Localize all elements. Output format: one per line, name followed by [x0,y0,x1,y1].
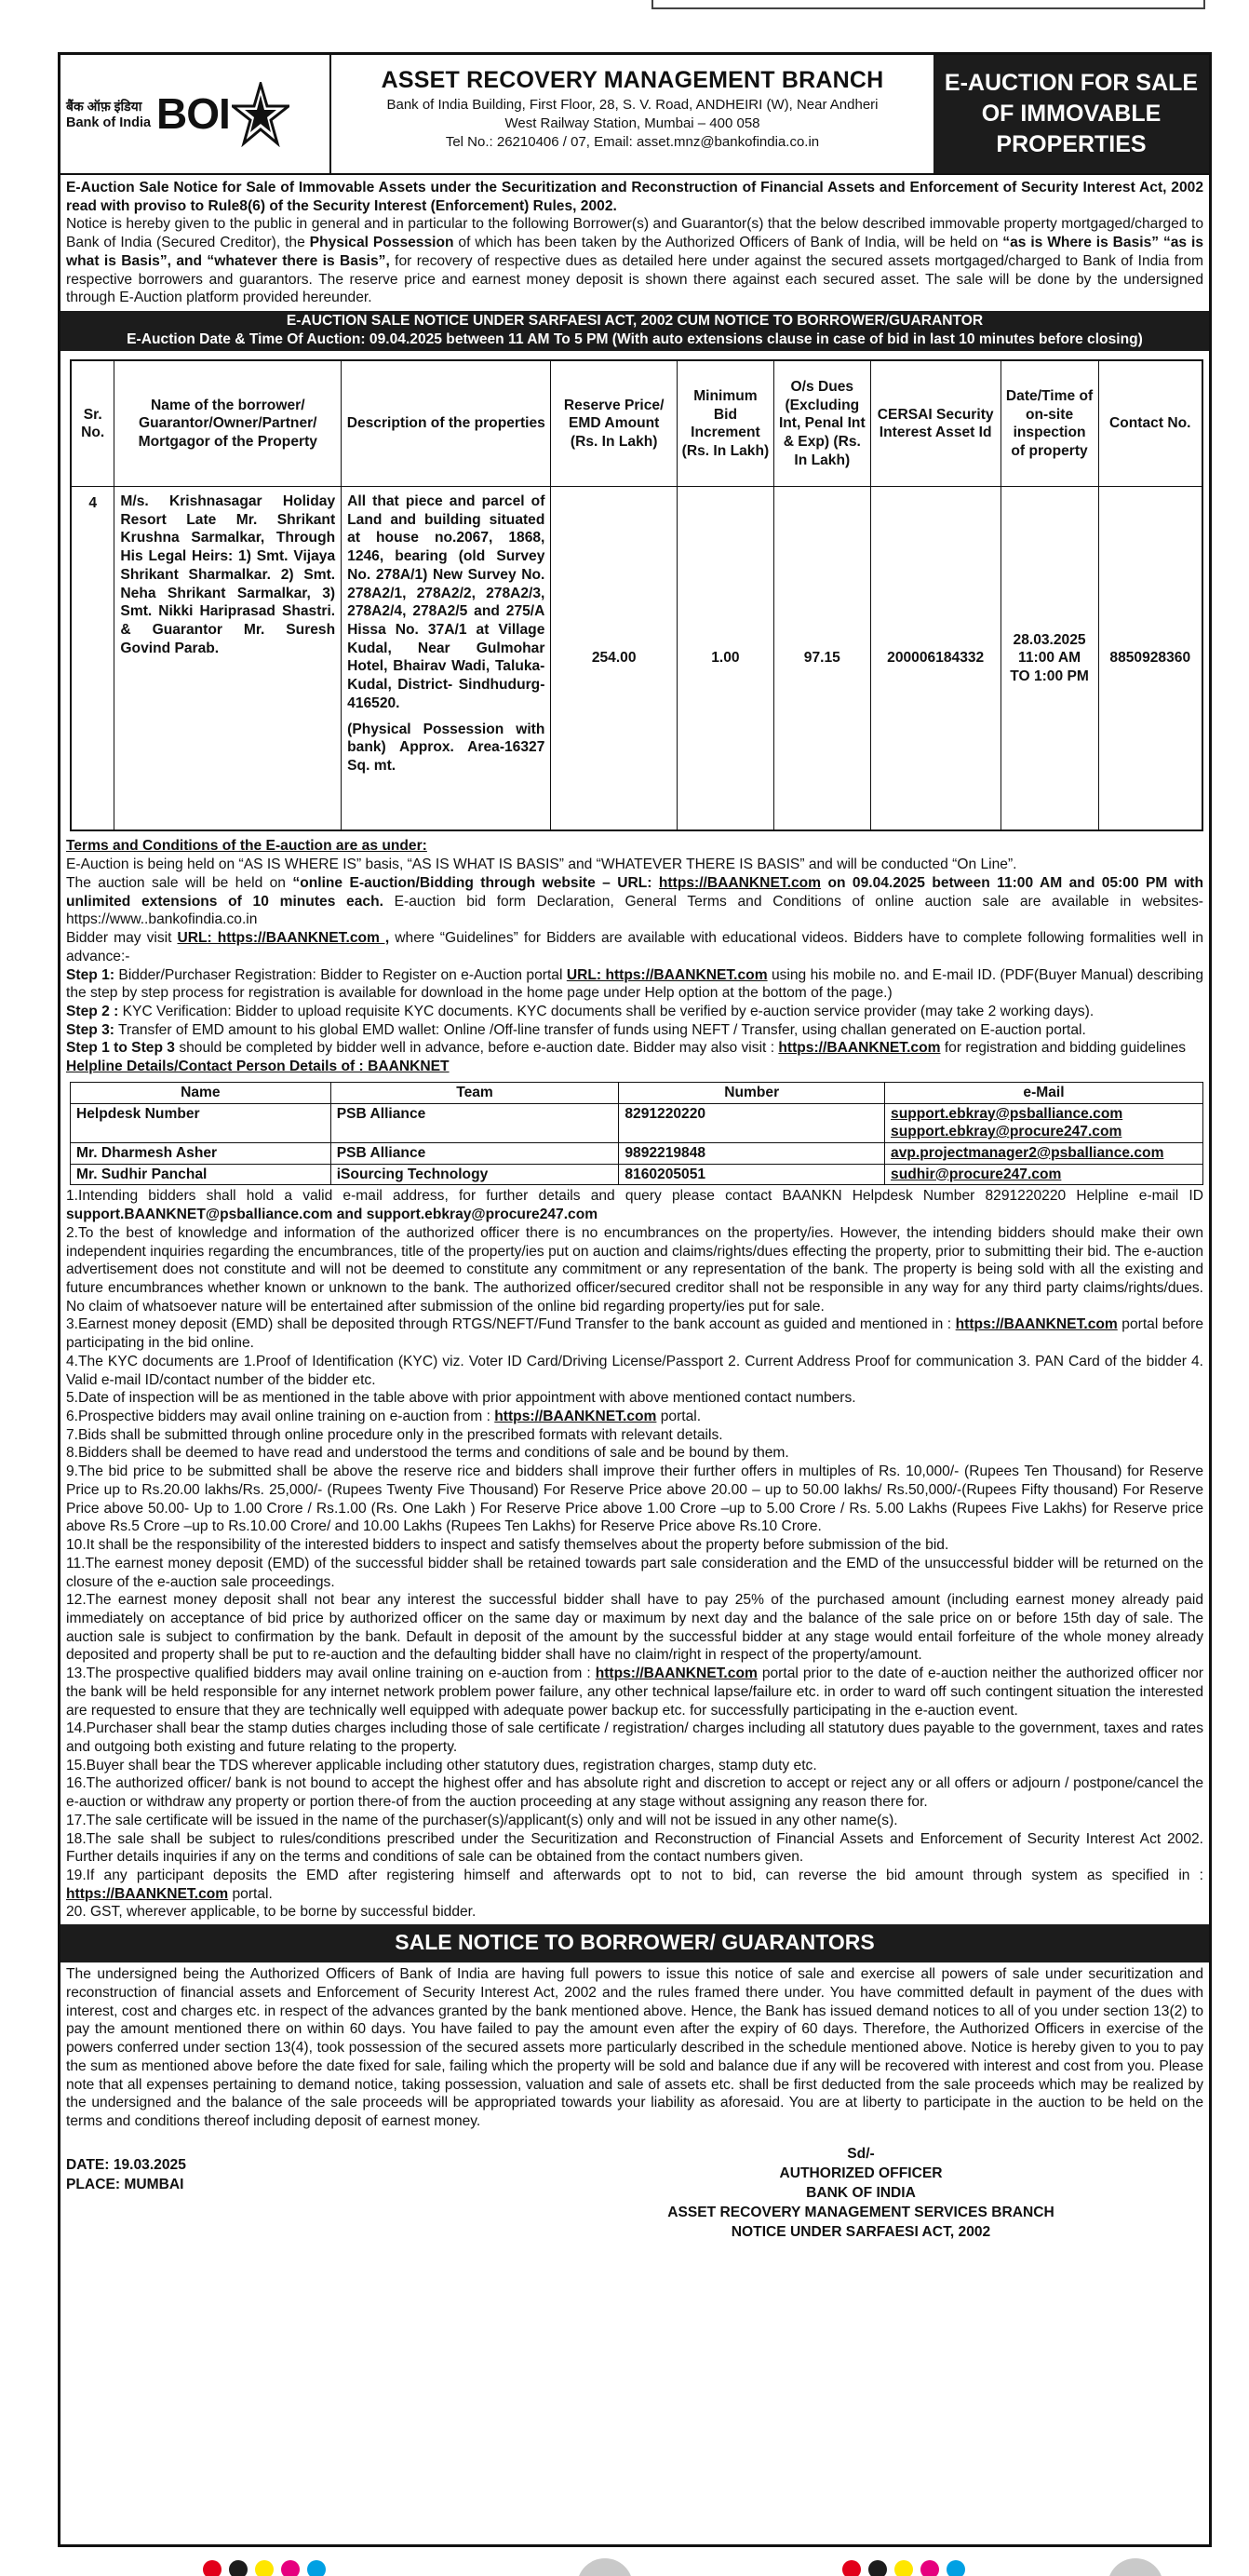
logo-hindi: बैंक ऑफ़ इंडिया [66,98,142,114]
baanknet-link[interactable]: https://BAANKNET.com [66,1885,229,1902]
email-link[interactable]: support.ebkray@procure247.com [891,1124,1122,1140]
condition-6: 6.Prospective bidders may avail online training on e-auction from : https://BAANKNET.com portal. [66,1409,702,1425]
header-reserve: Reserve Price/ EMD Amount (Rs. In Lakh) [551,360,678,486]
signature-line2: BANK OF INDIA [806,2184,916,2201]
cell-increment: 1.00 [677,486,773,830]
condition-15: 15.Buyer shall bear the TDS wherever applicable including other statutory dues, registration charges, stamp duty etc. [66,1757,817,1774]
condition-14: 14.Purchaser shall bear the stamp duties charges including those of sale certificate / registration/ charges including all statutory dues payable to the government, taxes and rates and outgoing both existing and future relating to the property. [66,1720,1203,1755]
helpline-name: Helpdesk Number [71,1103,331,1142]
term-1: E-Auction is being held on “AS IS WHERE IS” basis, “AS IS WHAT IS BASIS” and “WHATEVER THERE IS BASIS” and will be conducted “On Line”. [66,856,1017,873]
helpline-name: Mr. Dharmesh Asher [71,1142,331,1164]
print-mark-magenta [920,2560,939,2576]
address-line2: West Railway Station, Mumbai – 400 058 [504,115,760,131]
helpline-number: 8291220220 [619,1103,885,1142]
bank-logo [60,55,331,173]
helpline-number: 8160205051 [619,1164,885,1185]
condition-8: 8.Bidders shall be deemed to have read and understood the terms and conditions of sale and be bound by them. [66,1445,789,1462]
baanknet-link[interactable]: URL: https://BAANKNET.com [566,966,768,983]
cell-dues: 97.15 [773,486,870,830]
step-3: Step 3: Transfer of EMD amount to his global EMD wallet: Online /Off-line transfer of funds using NEFT / Transfer, using challan generated on E-auction portal. [66,1021,1086,1038]
baanknet-link[interactable]: https://BAANKNET.com [595,1666,758,1682]
sale-notice-title: SALE NOTICE TO BORROWER/ GUARANTORS [60,1924,1209,1962]
table-row [71,1164,1203,1185]
header-dues: O/s Dues (Excluding Int, Penal Int & Exp) (Rs. In Lakh) [773,360,870,486]
print-color-marks-left [203,2560,326,2576]
helpline-email [885,1103,1203,1142]
notice-bar [60,311,1209,351]
step-1: Step 1: Bidder/Purchaser Registration: Bidder to Register on e-Auction portal URL: https://BAANKNET.com using his mobile no. and E-mail ID. (PDF(Buyer Manual) describing the step by step process for registration is available for download in the home page under Help option at the bottom of the page.) [66,966,1204,1002]
notice-frame [58,52,1212,2547]
contact-line: Tel No.: 26210406 / 07, Email: asset.mnz@bankofindia.co.in [445,133,820,150]
print-mark-yellow [894,2560,913,2576]
email-link[interactable]: support.ebkray@psballiance.com [891,1105,1123,1122]
signature-line1: AUTHORIZED OFFICER [779,2165,943,2181]
print-mark-red [842,2560,861,2576]
baanknet-link[interactable]: https://BAANKNET.com [658,874,822,891]
terms-section [60,837,1209,1075]
condition-3: 3.Earnest money deposit (EMD) shall be deposited through RTGS/NEFT/Fund Transfer to the bank account as guided and mentioned in : https://BAANKNET.com portal before participating in the bid online. [66,1316,1203,1352]
baanknet-link[interactable]: https://BAANKNET.com [955,1316,1118,1333]
intro-section [60,175,1209,311]
header-sr: Sr. No. [71,360,114,486]
email-link[interactable]: sudhir@procure247.com [885,1164,1203,1185]
helpline-header-email: e-Mail [885,1082,1203,1103]
branch-title: ASSET RECOVERY MANAGEMENT BRANCH [381,67,884,93]
condition-4: 4.The KYC documents are 1.Proof of Identification (KYC) viz. Voter ID Card/Driving License/Passport 2. Current Address Proof for communication 3. PAN Card of the bidder 4. Valid e-mail ID/contact number of the bidder etc. [66,1353,1203,1388]
condition-16: 16.The authorized officer/ bank is not bound to accept the highest offer and has absolute right and discretion to accept or reject any or all offers or adjourn / postpone/cancel the e-auction or withdraw any property or portion there-of from the auction proceeding at any stage without assigning any reason there for. [66,1775,1203,1811]
top-border-box [651,0,1205,9]
condition-2: 2.To the best of knowledge and information of the authorized officer there is no encumbrances on the property/ies. However, the intending bidders should make their own independent inquiries regarding the encumbrances, title of the property/ies put on auction and claims/rights/dues effecting the property, prior to submitting their bid. The e-auction advertisement does not constitute and will not be deemed to constitute any commitment or any representation of the bank. The property is being sold with all the existing and future encumbrances whether known or unknown to the bank. The authorized officer/secured creditor shall not be responsible in any way for any third party claims/rights/dues. No claim of whatsoever nature will be entertained after submission of the online bid regarding property/ies put for sale. [66,1224,1203,1315]
cell-cersai: 200006184332 [870,486,1001,830]
step-1-to-3: Step 1 to Step 3 should be completed by bidder well in advance, before e-auction date. Bidder may also visit : https://BAANKNET.com for registration and bidding guidelines [66,1040,1187,1057]
conditions-section [60,1187,1209,1922]
notice-place: PLACE: MUMBAI [66,2176,184,2192]
notice-date: DATE: 19.03.2025 [66,2156,186,2173]
date-place [66,2155,186,2242]
header-inspection: Date/Time of on-site inspection of property [1001,360,1098,486]
print-mark-yellow [255,2560,274,2576]
condition-12: 12.The earnest money deposit shall not bear any interest the successful bidder shall have to pay 25% of the purchased amount (including earnest money already paid immediately on acceptance of bid price by authorized officer on the same day or maximum by next day and the balance of the sale price on or before 15th day of sale. The auction sale is subject to confirmation by the bank. Default in deposit of the amount by the successful bidder at any stage would entail forfeiture of the whole money already deposited and property shall be put to re-auction and the defaulting bidder shall have no claim/right in respect of the property/amount. [66,1592,1203,1664]
condition-11: 11.The earnest money deposit (EMD) of the successful bidder shall be retained towards part sale consideration and the EMD of the unsuccessful bidder will be returned on the closure of the e-auction sale proceedings. [66,1555,1203,1590]
signature-block [628,2144,1094,2242]
intro-paragraph: Notice is hereby given to the public in general and in particular to the following Borrower(s) and Guarantor(s) that the below described immovable property mortgaged/charged to Bank of India (Secured Creditor), the Physical Possession of which has been taken by the Authorized Officers of Bank of India, will be held on “as is Where is Basis” “as is what is Basis”, and “whatever there is Basis”, for recovery of respective dues as detailed here under against the secured assets mortgaged/charged to Bank of India from respective borrowers and guarantors. The reserve price and earnest money deposit is shown there against each secured asset. The sale will be done by the undersigned through E-Auction platform provided hereunder. [66,216,1204,306]
condition-13: 13.The prospective qualified bidders may avail online training on e-auction from : https://BAANKNET.com portal prior to the date of e-auction neither the authorized officer nor the bank will be held responsible for any internet network problem power failure, any other technical lapse/failure etc. in order to ward off such contingent situation the interested are requested to ensure that they are technically well equipped with adequate power backup etc. for successfully participating in the e-auction event. [66,1666,1203,1719]
condition-9: 9.The bid price to be submitted shall be above the reserve rice and bidders shall improve their further offers in multiples of Rs. 10,000/- (Rupees Ten Thousand) for Reserve Price up to Rs.20.00 lakhs/Rs. 25,000/- (Rupees Twenty Five Thousand) For Reserve Price above 20.00 – up to 50.00 lakhs/ Rs.50,000/-(Rupees Fifty thousand) For Reserve Price above 50.00- Up to 1.00 Crore / Rs.1.00 (Rs. One Lakh ) For Reserve Price above 1.00 Crore –up to 5.00 Crore / Rs. 5.00 Lakhs (Rupees Five Lakhs) for Reserve price above Rs.5 Crore –up to Rs.10.00 Crore/ and 10.00 Lakhs (Rupees Ten Lakhs) for Reserve Price above Rs.10 Crore. [66,1463,1203,1535]
print-mark-black [229,2560,248,2576]
header-borrower: Name of the borrower/ Guarantor/Owner/Partner/ Mortgagor of the Property [114,360,342,486]
condition-10: 10.It shall be the responsibility of the interested bidders to inspect and satisfy themselves about the property before submission of the bid. [66,1537,949,1554]
registration-mark [577,2558,633,2576]
logo-mark: BOI [156,89,230,139]
cell-description: All that piece and parcel of Land and building situated at house no.2067, 1868, 1246, bearing (old Survey No. 278A/1) New Survey No. 278A2/1, 278A2/2, 278A2/3, 278A2/4, 278A2/5 and 275/A Hissa No. 37A/1 at Village Kudal, Near Gulmohar Hotel, Bhairav Wadi, Taluka- Kudal, District- Sindhudurg- 416520. (Physical Possession with bank) Approx. Area-16327 Sq. mt. [342,486,551,830]
helpline-header-name: Name [71,1082,331,1103]
helpline-table [70,1082,1203,1186]
cell-borrower: M/s. Krishnasagar Holiday Resort Late Mr. Shrikant Krushna Sarmalkar, Through His Legal Heirs: 1) Smt. Vijaya Shrikant Sharmalkar. 2) Smt. Neha Shrikant Sarmalkar, 3) Smt. Nikki Hariprasad Shastri. & Guarantor Mr. Suresh Govind Parab. [114,486,342,830]
signature-line3: ASSET RECOVERY MANAGEMENT SERVICES BRANCH [667,2204,1054,2220]
step-2: Step 2 : KYC Verification: Bidder to upload requisite KYC documents. KYC documents shall be verified by e-auction service provider (may take 2 working days). [66,1003,1095,1019]
helpline-header-number: Number [619,1082,885,1103]
signature-sd: Sd/- [847,2145,875,2162]
header-increment: Minimum Bid Increment (Rs. In Lakh) [677,360,773,486]
helpline-header-row [71,1082,1203,1103]
notice-bar-line1: E-AUCTION SALE NOTICE UNDER SARFAESI ACT, 2002 CUM NOTICE TO BORROWER/GUARANTOR [286,313,984,330]
table-row [71,486,1202,830]
cell-inspection: 28.03.2025 11:00 AM TO 1:00 PM [1001,486,1098,830]
helpline-header-team: Team [330,1082,619,1103]
baanknet-link[interactable]: https://BAANKNET.com [778,1040,941,1057]
print-mark-cyan [947,2560,965,2576]
condition-20: 20. GST, wherever applicable, to be borne by successful bidder. [66,1904,477,1921]
sale-notice-body: The undersigned being the Authorized Officers of Bank of India are having full powers to issue this notice of sale and exercise all powers of sale under securitization and reconstruction of financial assets and Enforcement of Security Interest Act, 2002 and the rules framed there under. You have committed default in payment of the dues with interest, cost and charges etc. in respect of the advances granted by the bank mentioned above. Hence, the Bank has issued demand notices to all of you under section 13(2) to pay the amount mentioned there on within 60 days. You have failed to pay the amount even after the expiry of 60 days. Therefore, the Authorized Officers in exercise of the powers conferred under section 13(4), took possession of the secured assets more particularly described in the schedule mentioned above. Notice is hereby given to you to pay the sum as mentioned above before the date fixed for sale, failing which the property will be sold and balance due if any will be recovered with interest and cost from you. Please note that all expenses pertaining to demand notice, taking possession, valuation and sale of assets etc. shall be first deducted from the sale proceeds which may be realized by the undersigned and the balance of the sale proceeds will be appropriated towards your liability as aforesaid. You are at liberty to participate in the auction to be held on the terms and conditions thereof including deposit of earnest money. [66,1966,1203,2129]
eauction-title: E-AUCTION FOR SALE OF IMMOVABLE PROPERTIES [933,55,1209,173]
helpline-team: iSourcing Technology [330,1164,619,1185]
header-contact: Contact No. [1098,360,1202,486]
terms-title: Terms and Conditions of the E-auction are as under: [66,838,427,855]
condition-1: 1.Intending bidders shall hold a valid e-mail address, for further details and query please contact BAANKN Helpdesk Number 8291220220 Helpline e-mail ID support.BAANKNET@psballiance.com and support.ebkray@procure247.com [66,1188,1203,1223]
branch-info [331,55,933,173]
address-line1: Bank of India Building, First Floor, 28, S. V. Road, ANDHEIRI (W), Near Andheri [386,96,879,113]
term-2: The auction sale will be held on “online E-auction/Bidding through website – URL: https://BAANKNET.com on 09.04.2025 between 11:00 AM and 05:00 PM with unlimited extensions of 10 minutes each. E-auction bid form Declaration, General Terms and Conditions of online auction sale are available in websites- https://www..bankofindia.co.in [66,874,1203,928]
header [60,55,1209,175]
signature-area [60,2144,1209,2242]
condition-7: 7.Bids shall be submitted through online procedure only in the prescribed formats with relevant details. [66,1426,723,1443]
header-description: Description of the properties [342,360,551,486]
table-header-row [71,360,1202,486]
table-row [71,1103,1203,1142]
print-mark-cyan [307,2560,326,2576]
baanknet-link[interactable]: URL: https://BAANKNET.com , [177,930,390,947]
print-mark-magenta [281,2560,300,2576]
header-cersai: CERSAI Security Interest Asset Id [870,360,1001,486]
logo-english: Bank of India [66,115,152,130]
property-table [70,359,1203,831]
print-mark-red [203,2560,222,2576]
cell-contact: 8850928360 [1098,486,1202,830]
helpline-number: 9892219848 [619,1142,885,1164]
print-color-marks-right [842,2560,965,2576]
intro-lead: E-Auction Sale Notice for Sale of Immovable Assets under the Securitization and Reconstruction of Financial Assets and Enforcement of Security Interest Act, 2002 read with proviso to Rule8(6) of the Security Interest (Enforcement) Rules, 2002. [66,180,1203,214]
notice-bar-line2: E-Auction Date & Time Of Auction: 09.04.2025 between 11 AM To 5 PM (With auto extensions clause in case of bid in last 10 minutes before closing) [127,330,1143,347]
helpline-title: Helpline Details/Contact Person Details of : BAANKNET [66,1059,450,1075]
table-row [71,1142,1203,1164]
email-link[interactable]: avp.projectmanager2@psballiance.com [885,1142,1203,1164]
registration-mark [1108,2558,1163,2576]
cell-reserve: 254.00 [551,486,678,830]
print-mark-black [868,2560,887,2576]
baanknet-link[interactable]: https://BAANKNET.com [494,1409,657,1425]
helpline-team: PSB Alliance [330,1142,619,1164]
signature-line4: NOTICE UNDER SARFAESI ACT, 2002 [731,2223,991,2240]
helpline-name: Mr. Sudhir Panchal [71,1164,331,1185]
condition-17: 17.The sale certificate will be issued in the name of the purchaser(s)/applicant(s) only and will not be issued in any other name(s). [66,1812,898,1828]
condition-19: 19.If any participant deposits the EMD after registering himself and afterwards opt to not to bid, can reverse the bid amount through system as specified in : https://BAANKNET.com portal. [66,1868,1203,1902]
condition-18: 18.The sale shall be subject to rules/conditions prescribed under the Securitization and Reconstruction of Financial Assets and Enforcement of Security Interest Act 2002. Further details inquiries if any on the terms and conditions of sale can be obtained from the contact numbers given. [66,1830,1203,1866]
star-logo-icon [232,82,289,147]
condition-5: 5.Date of inspection will be as mentioned in the table above with prior appointment with above mentioned contact numbers. [66,1390,856,1407]
term-3: Bidder may visit URL: https://BAANKNET.com , where “Guidelines” for Bidders are available with educational videos. Bidders have to complete following formalities well in advance:- [66,930,1203,964]
helpline-team: PSB Alliance [330,1103,619,1142]
cell-sr: 4 [71,486,114,830]
